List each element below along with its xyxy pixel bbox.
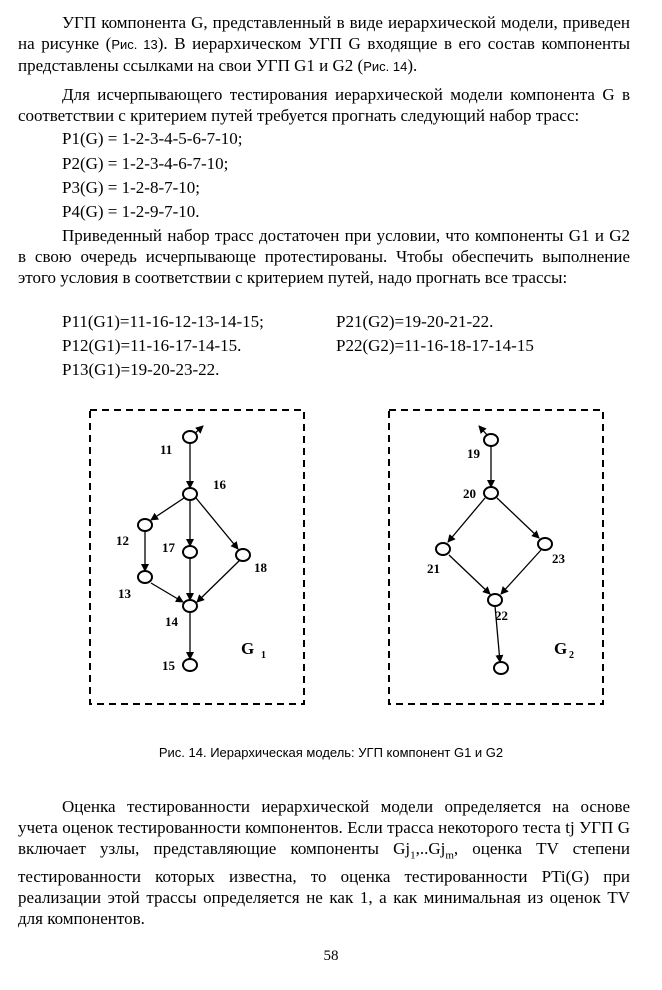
para1-text-b: ). В иерархическом УГП G входящие в его состав компоненты представлены ссылками на свои УГП G1 и G2 ( [18,34,630,75]
node-14 [183,600,197,612]
trace-p2: P2(G) = 1-2-3-4-6-7-10; [62,154,229,173]
node-22 [488,594,502,606]
label-node-17: 17 [162,540,175,555]
para1-text-a: УГП компонента G, представленный в виде иерархической модели, приведен на рисунке ( [18,13,630,53]
label-node-14: 14 [165,614,178,629]
g2-edges [448,446,541,662]
trace-p11: P11(G1)=11-16-12-13-14-15; [62,312,264,331]
g2-nodes [436,434,552,674]
label-node-19: 19 [467,446,480,461]
node-19 [484,434,498,446]
label-node-16: 16 [213,477,226,492]
g1-label-sub: 1 [261,650,266,661]
label-node-20: 20 [463,486,476,501]
page-number: 58 [323,948,339,964]
label-node-11: 11 [160,442,173,457]
node-13 [138,571,152,583]
paragraph-sufficiency: Приведенный набор трасс достаточен при условии, что компоненты G1 и G2 в свою очередь исчерпывающе протестированы. Чтобы обеспечить выполнение этого условия в соответствии с критерием путей, надо прогнать все трассы: [18,226,630,287]
para4-text-c: , оценка TV степени тестированности которых известна, то оценка тестированности PTi(G) при реализации этой трассы определяется не как 1, а как минимальная из оценок TV для компонентов. [18,839,630,929]
trace-p12: P12(G1)=11-16-17-14-15. [62,336,242,355]
node-23 [538,538,552,550]
trace-p4: P4(G) = 1-2-9-7-10. [62,202,200,221]
label-node-15: 15 [162,658,175,673]
trace-p3: P3(G) = 1-2-8-7-10; [62,178,201,197]
edge-18-14 [197,560,240,602]
paragraph-evaluation [18,796,630,929]
label-node-18: 18 [254,560,267,575]
node-17 [183,546,197,558]
edge-23-22 [501,550,541,594]
para1-text-c: ). [407,56,418,75]
edge-16-12 [151,498,184,520]
label-node-22: 22 [495,608,508,623]
node-18 [236,549,250,561]
trace-p13: P13(G1)=19-20-23-22. [62,360,220,379]
edge-16-18 [196,498,238,549]
label-node-23: 23 [552,551,565,566]
paragraph-exhaustive-testing: Для исчерпывающего тестирования иерархической модели компонента G в соответствии с критерием путей требуется прогнать следующий набор трасс: [18,85,630,125]
g1-frame [90,410,304,704]
figure-ref-14: Рис. 14 [363,59,408,74]
para4-subscript-1: 1 [410,849,416,862]
para4-text-b: ,..Gj [415,839,446,858]
node-11 [183,431,197,443]
node-20 [484,487,498,499]
trace-p22: P22(G2)=11-16-18-17-14-15 [336,336,534,355]
g1-nodes [138,431,250,671]
para4-text-a: Оценка тестированности иерархической модели определяется на основе учета оценок тестированности компонентов. Если трасса некоторого теста tj УГП G включает узлы, представляющие компоненты Gj [18,797,630,858]
node-16 [183,488,197,500]
edge-13-14 [151,583,183,602]
label-node-21: 21 [427,561,440,576]
label-node-12: 12 [116,533,129,548]
trace-p21: P21(G2)=19-20-21-22. [336,312,494,331]
g2-label-sub: 2 [569,650,574,661]
edge-21-22 [449,555,490,594]
edge-20-23 [497,498,539,538]
label-node-13: 13 [118,586,131,601]
para4-subscript-m: m [445,849,454,862]
g2-label: G [554,639,568,658]
g1-label: G [241,639,255,658]
node-15 [183,659,197,671]
node-21 [436,543,450,555]
figure-ref-13: Рис. 13 [111,37,158,52]
edge-20-21 [448,498,485,542]
figure-caption: Рис. 14. Иерархическая модель: УГП компонент G1 и G2 [158,745,504,760]
trace-p1: P1(G) = 1-2-3-4-5-6-7-10; [62,129,243,148]
node-12 [138,519,152,531]
node-exit [494,662,508,674]
